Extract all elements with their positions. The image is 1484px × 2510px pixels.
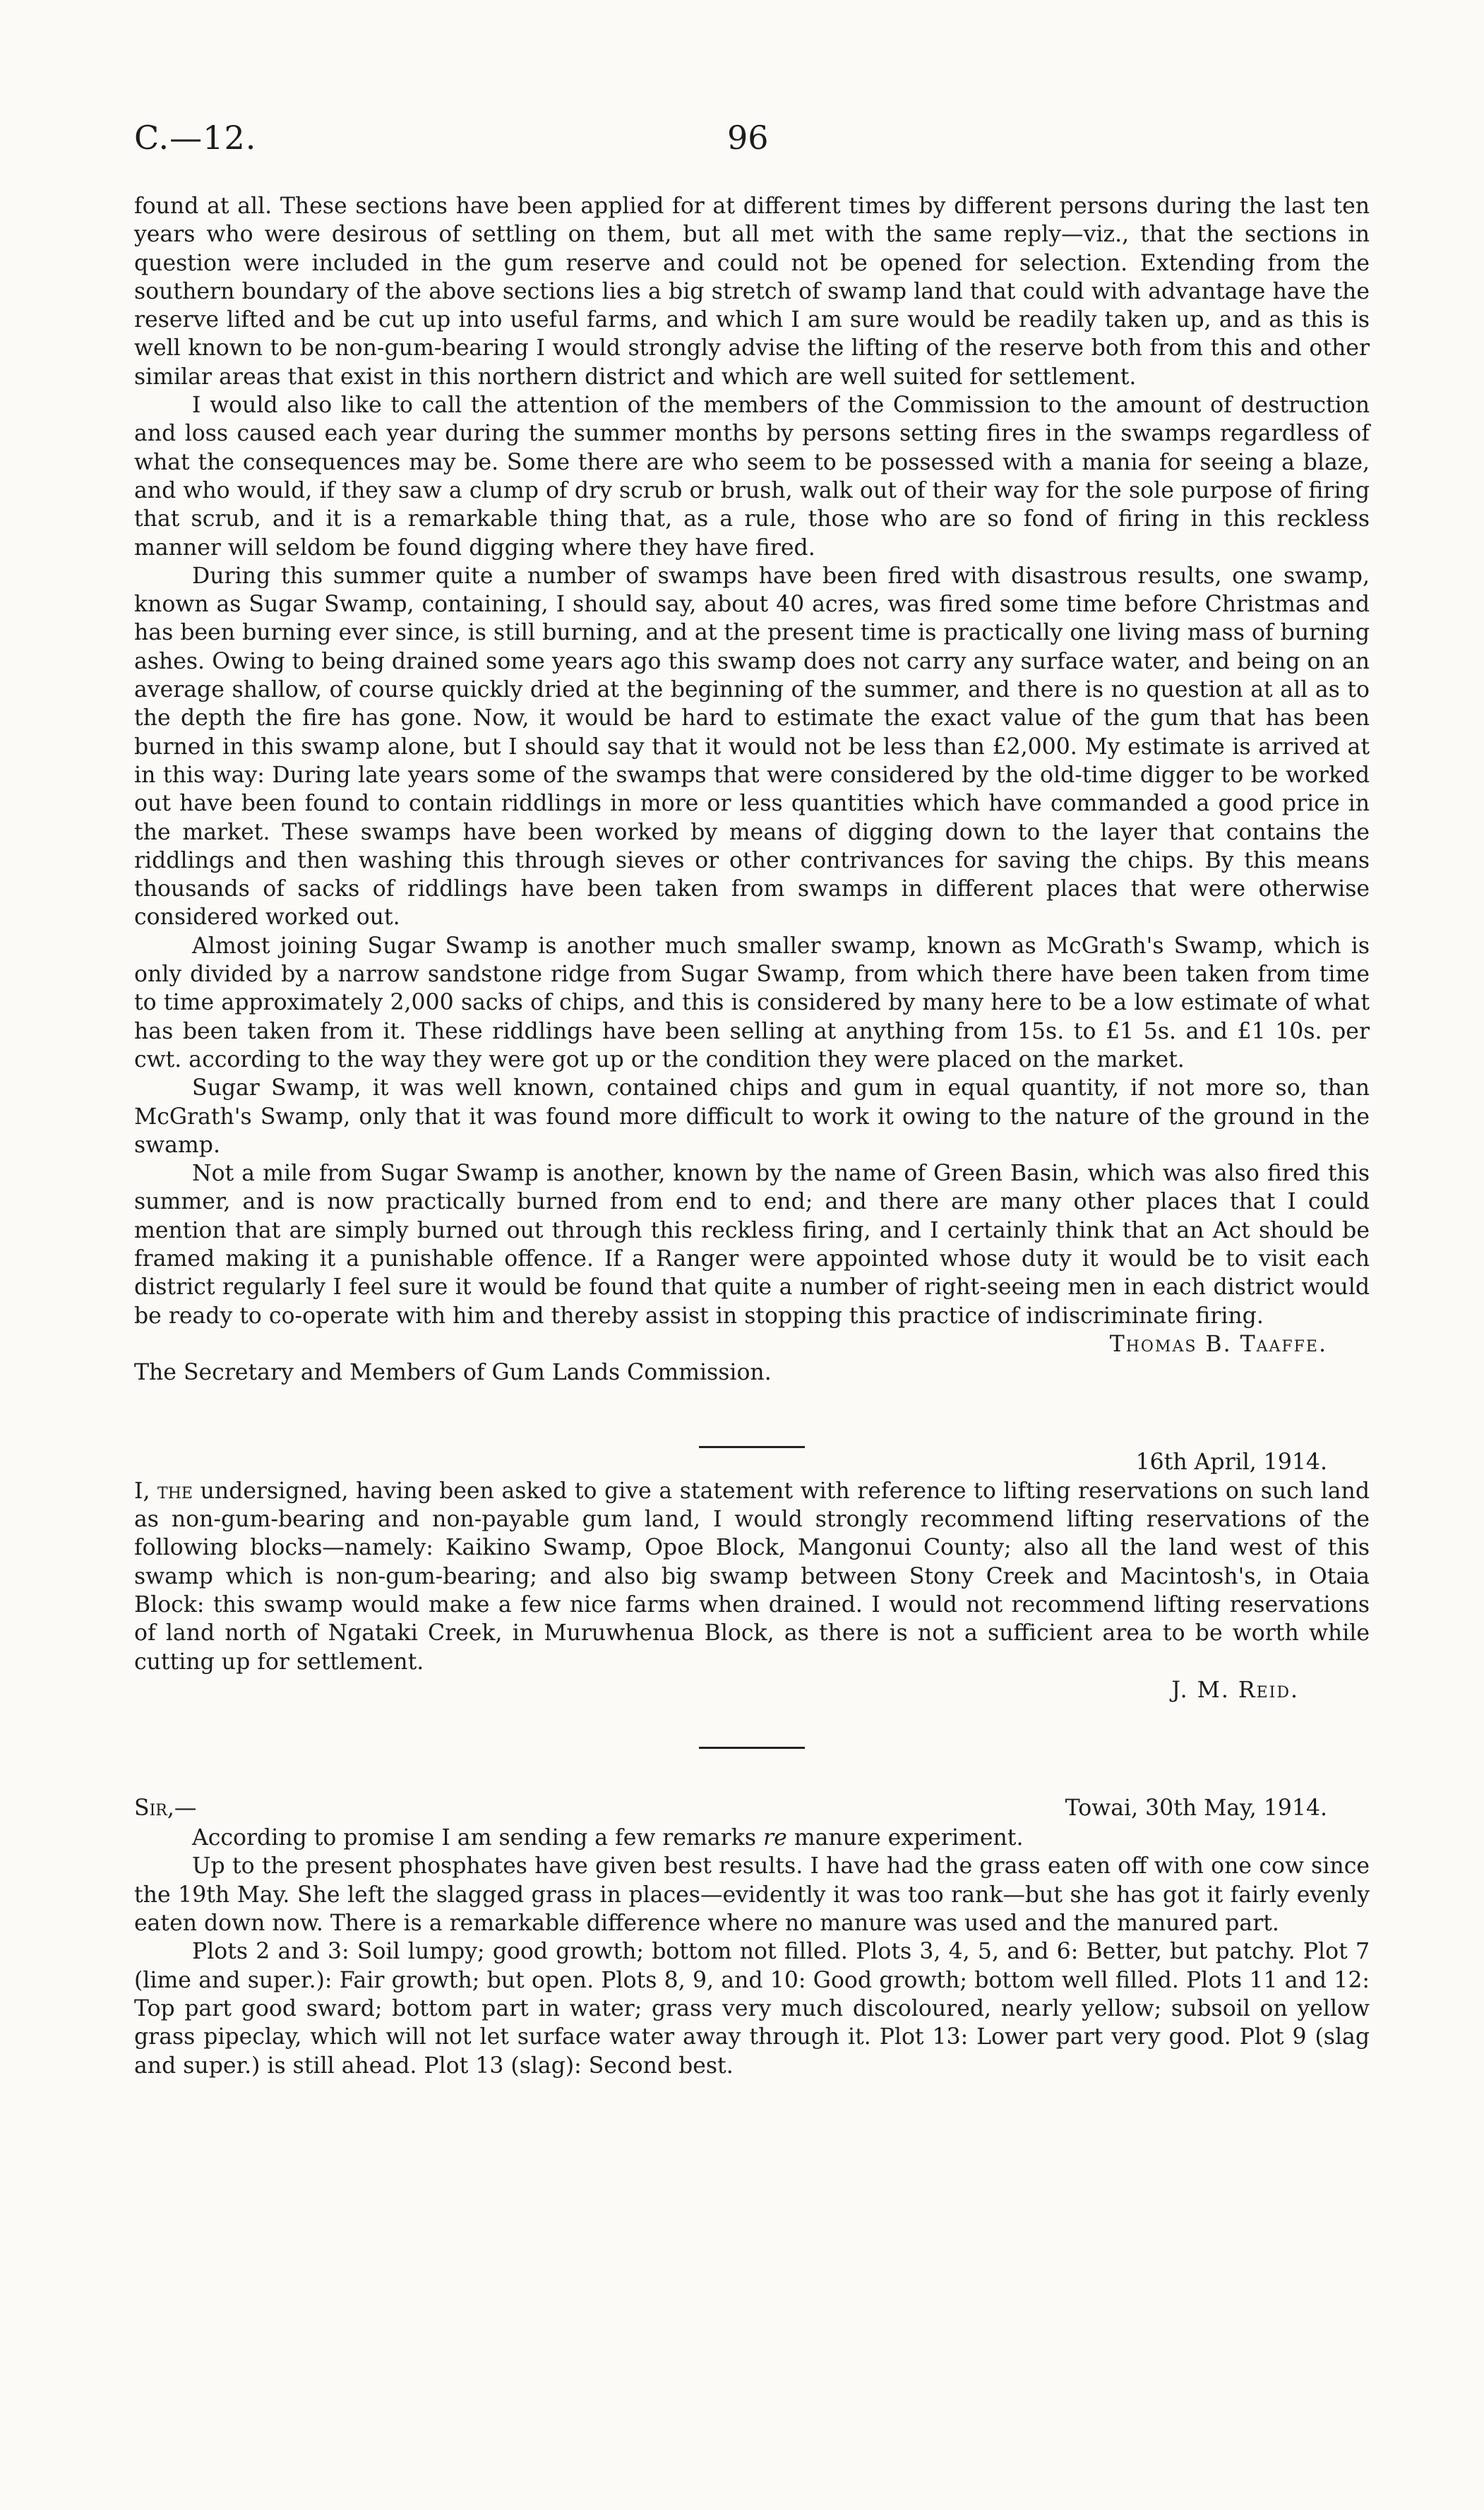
letter-towai [134,1794,1370,2080]
page-header [134,119,1363,168]
section-divider [699,1747,805,1749]
lead-words: I, the [134,1478,193,1504]
paragraph-text: According to promise I am sending a few remarks [192,1825,764,1851]
place-date: Towai, 30th May, 1914. [1065,1795,1327,1822]
page-body [134,192,1370,2080]
paragraph [134,1824,1370,1852]
signature: Thomas B. Taaffe. [1109,1331,1327,1357]
paragraph: Almost joining Sugar Swamp is another much smaller swamp, known as McGrath's Swamp, which is only divided by a narrow sandstone ridge from Sugar Swamp, from which there have been taken from time to time approximately 2,000 sacks of chips, and this is considered by many here to be a low estimate of what has been taken from it. These riddlings have been selling at anything from 15s. to £1 5s. and £1 10s. per cwt. according to the way they were got up or the condition they were placed on the market. [134,933,1370,1072]
salutation: Sir,— [134,1795,197,1822]
letter-reid [134,1448,1370,1704]
paragraph: During this summer quite a number of swamps have been fired with disastrous results, one swamp, known as Sugar Swamp, containing, I should say, about 40 acres, was fired some time before Christmas and has been burning ever since, is still burning, and at the present time is practically one living mass of burning ashes. Owing to being drained some years ago this swamp does not carry any surface water, and being on an average shallow, of course quickly dried at the beginning of the summer, and there is no question at all as to the depth the fire has gone. Now, it would be hard to estimate the exact value of the gum that has been burned in this swamp alone, but I should say that it would not be less than £2,000. My estimate is arrived at in this way: During late years some of the swamps that were considered by the old-time digger to be worked out have been found to contain riddlings in more or less quantities which have commanded a good price in the market. These swamps have been worked by means of digging down to the layer that contains the riddlings and then washing this through sieves or other contrivances for saving the chips. By this means thousands of sacks of riddlings have been taken from swamps in different places that were otherwise considered worked out. [134,563,1370,931]
emphasis: re [763,1825,787,1851]
paragraph: Up to the present phosphates have given best results. I have had the grass eaten off with one cow since the 19th May. She left the slagged grass in places—evidently it was too rank—but she has got it fairly evenly eaten down now. There is a remarkable difference where no manure was used and the manured part. [134,1853,1370,1937]
paragraph: Sugar Swamp, it was well known, contained chips and gum in equal quantity, if not more so, than McGrath's Swamp, only that it was found more difficult to work it owing to the nature of the ground in the swamp. [134,1075,1370,1158]
document-reference: C.—12. [134,119,257,157]
paragraph: found at all. These sections have been applied for at different times by different persons during the last ten years who were desirous of settling on them, but all met with the same reply—viz., that the sections in question were included in the gum reserve and could not be opened for selection. Extending from the southern boundary of the above sections lies a big stretch of swamp land that could with advantage have the reserve lifted and be cut up into useful farms, and which I am sure would be readily taken up, and as this is well known to be non-gum-bearing I would strongly advise the lifting of the reserve both from this and other similar areas that exist in this northern district and which are well suited for settlement. [134,193,1370,390]
paragraph: Plots 2 and 3: Soil lumpy; good growth; bottom not filled. Plots 3, 4, 5, and 6: Better, but patchy. Plot 7 (lime and super.): Fair growth; but open. Plots 8, 9, and 10: Good growth; bottom well filled. Plots 11 and 12: Top part good sward; bottom part in water; grass very much discoloured, nearly yellow; subsoil on yellow grass pipeclay, which will not let surface water away through it. Plot 13: Lower part very good. Plot 9 (slag and super.) is still ahead. Plot 13 (slag): Second best. [134,1939,1370,2079]
page-number: 96 [727,119,769,157]
letter-taaffe [134,192,1370,1387]
paragraph-text: manure experiment. [786,1825,1024,1851]
paragraph: Not a mile from Sugar Swamp is another, known by the name of Green Basin, which was also fired this summer, and is now practically burned from end to end; and there are many other places that I could mention that are simply burned out through this reckless firing, and I certainly think that an Act should be framed making it a punishable offence. If a Ranger were appointed whose duty it would be to visit each district regularly I feel sure it would be found that quite a number of right-seeing men in each district would be ready to co-operate with him and thereby assist in stopping this practice of indiscriminate firing. [134,1161,1370,1329]
paragraph: I would also like to call the attention of the members of the Commission to the amount of destruction and loss caused each year during the summer months by persons setting fires in the swamps regardless of what the consequences may be. Some there are who seem to be possessed with a mania for seeing a blaze, and who would, if they saw a clump of dry scrub or brush, walk out of their way for the sole purpose of firing that scrub, and it is a remarkable thing that, as a rule, those who are so fond of firing in this reckless manner will seldom be found digging where they have fired. [134,393,1370,561]
addressee: The Secretary and Members of Gum Lands Commission. [134,1360,772,1386]
salutation-line [134,1794,1370,1824]
paragraph [134,1477,1370,1676]
letter-date: 16th April, 1914. [1135,1450,1327,1476]
paragraph-text: undersigned, having been asked to give a statement with reference to lifting reservations on such land as non-gum-bearing and non-payable gum land, I would strongly recommend lifting reservations of the following blocks—namely: Kaikino Swamp, Opoe Block, Mangonui County; also all the land west of this swamp which is non-gum-bearing; and also big swamp between Stony Creek and Macintosh's, in Otaia Block: this swamp would make a few nice farms when drained. I would not recommend lifting reservations of land north of Ngataki Creek, in Muruwhenua Block, as there is not a sufficient area to be worth while cutting up for settlement. [134,1478,1370,1675]
signature: J. M. Reid. [1171,1677,1299,1703]
